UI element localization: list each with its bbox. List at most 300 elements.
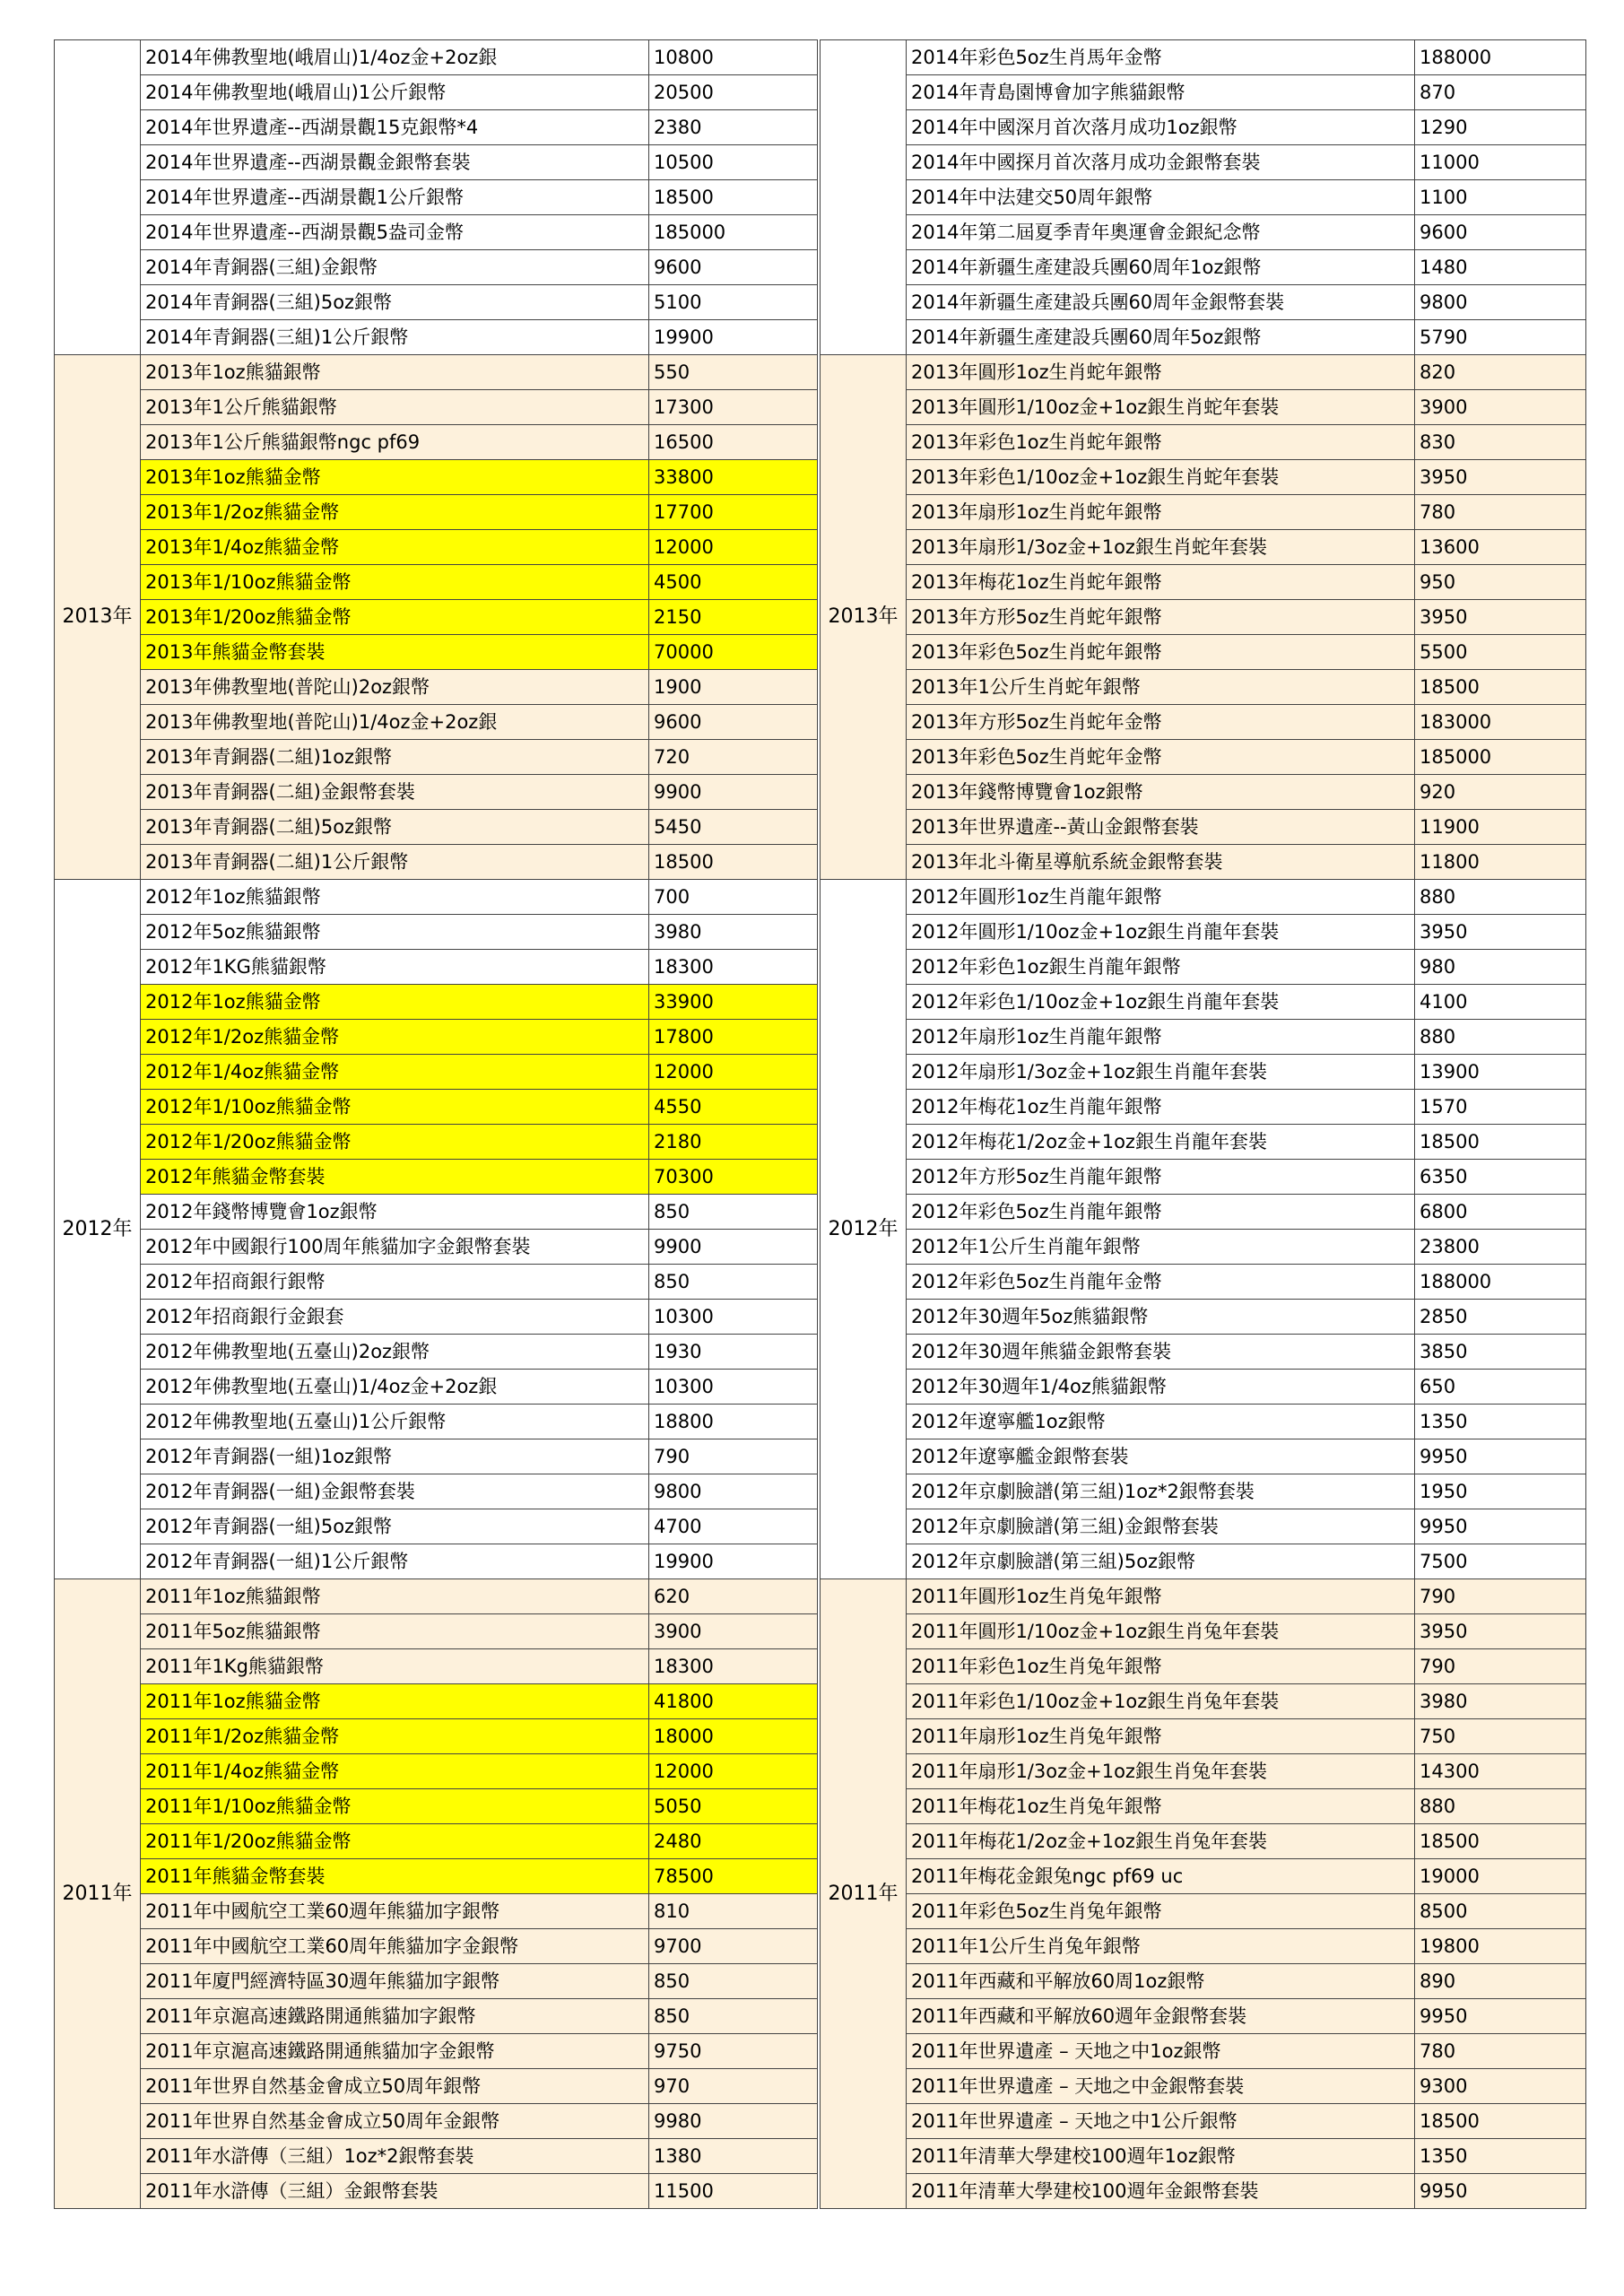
item-name: 2013年青銅器(二組)5oz銀幣 [141,810,649,845]
item-price: 790 [1415,1579,1586,1614]
item-name: 2012年遼寧艦金銀幣套裝 [907,1439,1415,1474]
table-row [821,1579,1586,1614]
item-name: 2013年1/2oz熊貓金幣 [141,495,649,530]
table-row [821,1474,1586,1509]
right-table-body [821,40,1586,2209]
table-row [55,565,818,600]
table-row [55,285,818,320]
table-row [821,2174,1586,2209]
table-row [55,145,818,180]
item-price: 13600 [1415,530,1586,565]
item-name: 2012年京劇臉譜(第三組)金銀幣套裝 [907,1509,1415,1544]
table-row [55,1055,818,1090]
item-name: 2012年遼寧艦1oz銀幣 [907,1405,1415,1439]
item-name: 2012年熊貓金幣套裝 [141,1160,649,1195]
item-name: 2013年1oz熊貓銀幣 [141,355,649,390]
item-name: 2012年1/10oz熊貓金幣 [141,1090,649,1125]
table-row [55,810,818,845]
item-price: 10300 [649,1300,818,1335]
item-name: 2014年中國深月首次落月成功1oz銀幣 [907,110,1415,145]
item-price: 18500 [649,180,818,215]
item-name: 2011年世界自然基金會成立50周年銀幣 [141,2069,649,2104]
item-name: 2014年新疆生產建設兵團60周年5oz銀幣 [907,320,1415,355]
table-row [821,2104,1586,2139]
item-price: 780 [1415,2034,1586,2069]
item-price: 4100 [1415,985,1586,1020]
item-name: 2013年佛教聖地(普陀山)2oz銀幣 [141,670,649,705]
item-name: 2012年錢幣博覽會1oz銀幣 [141,1195,649,1230]
item-name: 2013年1/4oz熊貓金幣 [141,530,649,565]
item-name: 2012年佛教聖地(五臺山)2oz銀幣 [141,1335,649,1370]
item-price: 1930 [649,1335,818,1370]
item-name: 2012年青銅器(一組)金銀幣套裝 [141,1474,649,1509]
right-year-label [821,40,907,355]
item-price: 920 [1415,775,1586,810]
item-name: 2012年圓形1/10oz金+1oz銀生肖龍年套裝 [907,915,1415,950]
table-row [821,1439,1586,1474]
item-price: 9600 [1415,215,1586,250]
item-name: 2012年佛教聖地(五臺山)1公斤銀幣 [141,1405,649,1439]
item-name: 2011年1Kg熊貓銀幣 [141,1649,649,1684]
table-row [821,1859,1586,1894]
table-row [55,740,818,775]
item-name: 2011年扇形1/3oz金+1oz銀生肖兔年套裝 [907,1754,1415,1789]
left-year-label: 2012年 [55,880,141,1579]
item-name: 2011年1/20oz熊貓金幣 [141,1824,649,1859]
right-year-label: 2013年 [821,355,907,880]
left-year-label: 2011年 [55,1579,141,2209]
item-price: 33800 [649,460,818,495]
table-row [821,2034,1586,2069]
item-price: 2150 [649,600,818,635]
item-price: 880 [1415,880,1586,915]
table-row [55,425,818,460]
item-name: 2011年水滸傳（三組）1oz*2銀幣套裝 [141,2139,649,2174]
table-row [55,40,818,75]
table-row [821,1335,1586,1370]
table-row [821,425,1586,460]
table-row [821,215,1586,250]
item-price: 9950 [1415,1999,1586,2034]
table-row [55,1230,818,1265]
table-row [55,845,818,880]
table-row [821,1894,1586,1929]
table-row [55,180,818,215]
item-price: 11500 [649,2174,818,2209]
item-price: 3980 [649,915,818,950]
item-price: 19900 [649,320,818,355]
item-name: 2011年清華大學建校100週年1oz銀幣 [907,2139,1415,2174]
item-price: 18800 [649,1405,818,1439]
table-row [55,1999,818,2034]
item-price: 11900 [1415,810,1586,845]
item-name: 2012年1oz熊貓銀幣 [141,880,649,915]
table-row [55,1894,818,1929]
item-name: 2012年青銅器(一組)1oz銀幣 [141,1439,649,1474]
table-row [821,1824,1586,1859]
item-name: 2014年第二屆夏季青年奧運會金銀紀念幣 [907,215,1415,250]
table-row [55,75,818,110]
item-price: 10800 [649,40,818,75]
item-price: 3950 [1415,915,1586,950]
item-price: 1380 [649,2139,818,2174]
left-price-table [54,39,818,2209]
item-name: 2014年佛教聖地(峨眉山)1公斤銀幣 [141,75,649,110]
item-name: 2014年中國探月首次落月成功金銀幣套裝 [907,145,1415,180]
table-row [55,1579,818,1614]
item-price: 33900 [649,985,818,1020]
item-price: 18300 [649,950,818,985]
table-row [821,1300,1586,1335]
table-row [821,1684,1586,1719]
item-name: 2014年世界遺產--西湖景觀1公斤銀幣 [141,180,649,215]
item-name: 2012年青銅器(一組)5oz銀幣 [141,1509,649,1544]
item-name: 2011年梅花1/2oz金+1oz銀生肖兔年套裝 [907,1824,1415,1859]
item-name: 2012年青銅器(一組)1公斤銀幣 [141,1544,649,1579]
table-row [821,565,1586,600]
item-price: 3950 [1415,600,1586,635]
item-price: 12000 [649,530,818,565]
table-row [55,1405,818,1439]
item-name: 2012年招商銀行金銀套 [141,1300,649,1335]
item-price: 5050 [649,1789,818,1824]
item-price: 3980 [1415,1684,1586,1719]
item-name: 2013年彩色1/10oz金+1oz銀生肖蛇年套裝 [907,460,1415,495]
table-row [55,1439,818,1474]
table-row [821,1370,1586,1405]
table-row [821,1649,1586,1684]
item-price: 9950 [1415,1509,1586,1544]
table-row [55,1020,818,1055]
item-price: 9900 [649,775,818,810]
item-name: 2011年水滸傳（三組）金銀幣套裝 [141,2174,649,2209]
item-name: 2014年世界遺產--西湖景觀金銀幣套裝 [141,145,649,180]
item-name: 2012年1KG熊貓銀幣 [141,950,649,985]
item-name: 2011年西藏和平解放60周1oz銀幣 [907,1964,1415,1999]
item-name: 2011年世界遺產 – 天地之中1oz銀幣 [907,2034,1415,2069]
item-price: 9700 [649,1929,818,1964]
item-price: 1350 [1415,2139,1586,2174]
item-price: 9800 [649,1474,818,1509]
item-price: 78500 [649,1859,818,1894]
table-row [821,1719,1586,1754]
item-price: 18000 [649,1719,818,1754]
item-name: 2013年1/20oz熊貓金幣 [141,600,649,635]
item-name: 2013年1oz熊貓金幣 [141,460,649,495]
item-name: 2013年1公斤熊貓銀幣ngc pf69 [141,425,649,460]
table-row [821,600,1586,635]
item-price: 850 [649,1265,818,1300]
item-price: 5790 [1415,320,1586,355]
table-row [55,1719,818,1754]
item-name: 2013年方形5oz生肖蛇年金幣 [907,705,1415,740]
item-name: 2012年彩色5oz生肖龍年銀幣 [907,1195,1415,1230]
item-price: 1570 [1415,1090,1586,1125]
item-name: 2012年彩色5oz生肖龍年金幣 [907,1265,1415,1300]
item-price: 5500 [1415,635,1586,670]
right-year-label: 2012年 [821,880,907,1579]
table-row [55,355,818,390]
table-row [55,1544,818,1579]
table-row [55,215,818,250]
item-price: 880 [1415,1789,1586,1824]
item-price: 19800 [1415,1929,1586,1964]
item-price: 3900 [1415,390,1586,425]
table-row [55,250,818,285]
table-row [55,1649,818,1684]
table-row [55,705,818,740]
item-name: 2014年佛教聖地(峨眉山)1/4oz金+2oz銀 [141,40,649,75]
item-name: 2014年新疆生產建設兵團60周年金銀幣套裝 [907,285,1415,320]
item-price: 780 [1415,495,1586,530]
table-row [55,1090,818,1125]
table-row [55,1195,818,1230]
item-price: 980 [1415,950,1586,985]
item-name: 2012年1/20oz熊貓金幣 [141,1125,649,1160]
table-row [821,1789,1586,1824]
item-name: 2012年1/2oz熊貓金幣 [141,1020,649,1055]
item-price: 1900 [649,670,818,705]
item-price: 9980 [649,2104,818,2139]
table-row [55,915,818,950]
table-row [55,635,818,670]
table-row [55,1929,818,1964]
item-name: 2011年1/4oz熊貓金幣 [141,1754,649,1789]
item-name: 2011年5oz熊貓銀幣 [141,1614,649,1649]
left-year-label [55,40,141,355]
table-row [55,2139,818,2174]
item-name: 2011年中國航空工業60周年熊貓加字金銀幣 [141,1929,649,1964]
item-name: 2011年梅花金銀兔ngc pf69 uc [907,1859,1415,1894]
item-name: 2012年中國銀行100周年熊貓加字金銀幣套裝 [141,1230,649,1265]
table-row [821,1544,1586,1579]
item-price: 18500 [1415,1125,1586,1160]
item-name: 2013年扇形1/3oz金+1oz銀生肖蛇年套裝 [907,530,1415,565]
item-name: 2011年京滬高速鐵路開通熊貓加字金銀幣 [141,2034,649,2069]
item-price: 790 [649,1439,818,1474]
item-price: 850 [649,1195,818,1230]
item-price: 20500 [649,75,818,110]
item-name: 2013年青銅器(二組)金銀幣套裝 [141,775,649,810]
item-price: 880 [1415,1020,1586,1055]
table-row [821,880,1586,915]
item-name: 2011年圓形1oz生肖兔年銀幣 [907,1579,1415,1614]
table-row [821,705,1586,740]
table-row [821,1614,1586,1649]
item-price: 2380 [649,110,818,145]
item-price: 850 [649,1964,818,1999]
table-row [821,530,1586,565]
table-row [821,1999,1586,2034]
table-row [55,1789,818,1824]
table-row [821,1195,1586,1230]
item-price: 70300 [649,1160,818,1195]
item-name: 2012年1oz熊貓金幣 [141,985,649,1020]
item-name: 2012年1公斤生肖龍年銀幣 [907,1230,1415,1265]
table-row [821,635,1586,670]
table-row [55,2104,818,2139]
table-row [821,180,1586,215]
item-name: 2014年世界遺產--西湖景觀15克銀幣*4 [141,110,649,145]
item-name: 2011年廈門經濟特區30週年熊貓加字銀幣 [141,1964,649,1999]
item-price: 188000 [1415,40,1586,75]
item-price: 870 [1415,75,1586,110]
item-name: 2014年青銅器(三組)金銀幣 [141,250,649,285]
item-name: 2012年扇形1oz生肖龍年銀幣 [907,1020,1415,1055]
table-row [55,460,818,495]
item-name: 2012年京劇臉譜(第三組)1oz*2銀幣套裝 [907,1474,1415,1509]
table-row [55,1370,818,1405]
item-price: 850 [649,1999,818,2034]
item-name: 2014年世界遺產--西湖景觀5盎司金幣 [141,215,649,250]
item-price: 830 [1415,425,1586,460]
item-name: 2012年扇形1/3oz金+1oz銀生肖龍年套裝 [907,1055,1415,1090]
item-name: 2013年方形5oz生肖蛇年銀幣 [907,600,1415,635]
item-name: 2012年梅花1oz生肖龍年銀幣 [907,1090,1415,1125]
item-price: 70000 [649,635,818,670]
table-row [55,1684,818,1719]
item-name: 2011年熊貓金幣套裝 [141,1859,649,1894]
item-name: 2012年彩色1/10oz金+1oz銀生肖龍年套裝 [907,985,1415,1020]
item-price: 1290 [1415,110,1586,145]
table-row [55,670,818,705]
item-price: 1100 [1415,180,1586,215]
item-name: 2014年青銅器(三組)5oz銀幣 [141,285,649,320]
item-price: 9900 [649,1230,818,1265]
item-price: 950 [1415,565,1586,600]
item-name: 2012年30週年5oz熊貓銀幣 [907,1300,1415,1335]
item-name: 2013年世界遺產--黃山金銀幣套裝 [907,810,1415,845]
item-price: 4700 [649,1509,818,1544]
item-price: 19900 [649,1544,818,1579]
item-name: 2012年1/4oz熊貓金幣 [141,1055,649,1090]
item-price: 10300 [649,1370,818,1405]
table-row [821,985,1586,1020]
item-price: 8500 [1415,1894,1586,1929]
item-name: 2014年青島園博會加字熊貓銀幣 [907,75,1415,110]
item-name: 2011年京滬高速鐵路開通熊貓加字銀幣 [141,1999,649,2034]
item-name: 2013年扇形1oz生肖蛇年銀幣 [907,495,1415,530]
table-row [821,460,1586,495]
item-price: 9950 [1415,2174,1586,2209]
table-row [55,110,818,145]
item-name: 2013年1公斤生肖蛇年銀幣 [907,670,1415,705]
item-name: 2011年世界遺產 – 天地之中1公斤銀幣 [907,2104,1415,2139]
item-name: 2011年彩色1oz生肖兔年銀幣 [907,1649,1415,1684]
table-row [821,1020,1586,1055]
item-price: 2480 [649,1824,818,1859]
item-price: 9600 [649,250,818,285]
table-row [821,110,1586,145]
table-row [55,320,818,355]
table-row [821,915,1586,950]
item-price: 3900 [649,1614,818,1649]
table-row [821,775,1586,810]
item-name: 2011年1公斤生肖兔年銀幣 [907,1929,1415,1964]
table-row [821,1125,1586,1160]
table-row [821,740,1586,775]
item-price: 9600 [649,705,818,740]
table-row [55,530,818,565]
item-price: 18300 [649,1649,818,1684]
table-row [55,985,818,1020]
item-name: 2013年青銅器(二組)1公斤銀幣 [141,845,649,880]
table-row [821,1754,1586,1789]
table-row [55,390,818,425]
table-row [55,1265,818,1300]
item-price: 9800 [1415,285,1586,320]
item-price: 18500 [649,845,818,880]
item-price: 6800 [1415,1195,1586,1230]
table-row [821,250,1586,285]
item-name: 2013年彩色1oz生肖蛇年銀幣 [907,425,1415,460]
item-price: 14300 [1415,1754,1586,1789]
item-price: 18500 [1415,670,1586,705]
item-name: 2011年彩色1/10oz金+1oz銀生肖兔年套裝 [907,1684,1415,1719]
table-row [55,1859,818,1894]
item-price: 550 [649,355,818,390]
item-price: 720 [649,740,818,775]
table-row [821,495,1586,530]
item-name: 2012年30週年1/4oz熊貓銀幣 [907,1370,1415,1405]
table-row [55,495,818,530]
item-price: 2850 [1415,1300,1586,1335]
table-row [821,1509,1586,1544]
item-name: 2013年1/10oz熊貓金幣 [141,565,649,600]
table-row [821,390,1586,425]
item-price: 5100 [649,285,818,320]
table-row [821,320,1586,355]
item-name: 2012年佛教聖地(五臺山)1/4oz金+2oz銀 [141,1370,649,1405]
item-price: 11800 [1415,845,1586,880]
table-row [55,1160,818,1195]
item-name: 2013年熊貓金幣套裝 [141,635,649,670]
item-price: 2180 [649,1125,818,1160]
table-row [821,355,1586,390]
table-row [821,1055,1586,1090]
table-row [821,950,1586,985]
table-row [55,600,818,635]
table-row [821,810,1586,845]
table-row [55,1964,818,1999]
table-row [821,1090,1586,1125]
item-name: 2013年佛教聖地(普陀山)1/4oz金+2oz銀 [141,705,649,740]
item-price: 1950 [1415,1474,1586,1509]
item-name: 2013年錢幣博覽會1oz銀幣 [907,775,1415,810]
item-price: 5450 [649,810,818,845]
item-price: 12000 [649,1754,818,1789]
table-row [821,1265,1586,1300]
item-price: 700 [649,880,818,915]
table-row [55,2034,818,2069]
item-name: 2013年1公斤熊貓銀幣 [141,390,649,425]
item-name: 2014年彩色5oz生肖馬年金幣 [907,40,1415,75]
item-name: 2013年北斗衛星導航系統金銀幣套裝 [907,845,1415,880]
item-price: 41800 [649,1684,818,1719]
item-price: 750 [1415,1719,1586,1754]
item-name: 2013年彩色5oz生肖蛇年金幣 [907,740,1415,775]
right-year-label: 2011年 [821,1579,907,2209]
item-price: 9950 [1415,1439,1586,1474]
item-name: 2011年扇形1oz生肖兔年銀幣 [907,1719,1415,1754]
item-price: 820 [1415,355,1586,390]
item-name: 2013年圓形1/10oz金+1oz銀生肖蛇年套裝 [907,390,1415,425]
item-price: 185000 [649,215,818,250]
table-row [55,1614,818,1649]
right-price-table [820,39,1586,2209]
item-name: 2013年圓形1oz生肖蛇年銀幣 [907,355,1415,390]
table-row [821,285,1586,320]
